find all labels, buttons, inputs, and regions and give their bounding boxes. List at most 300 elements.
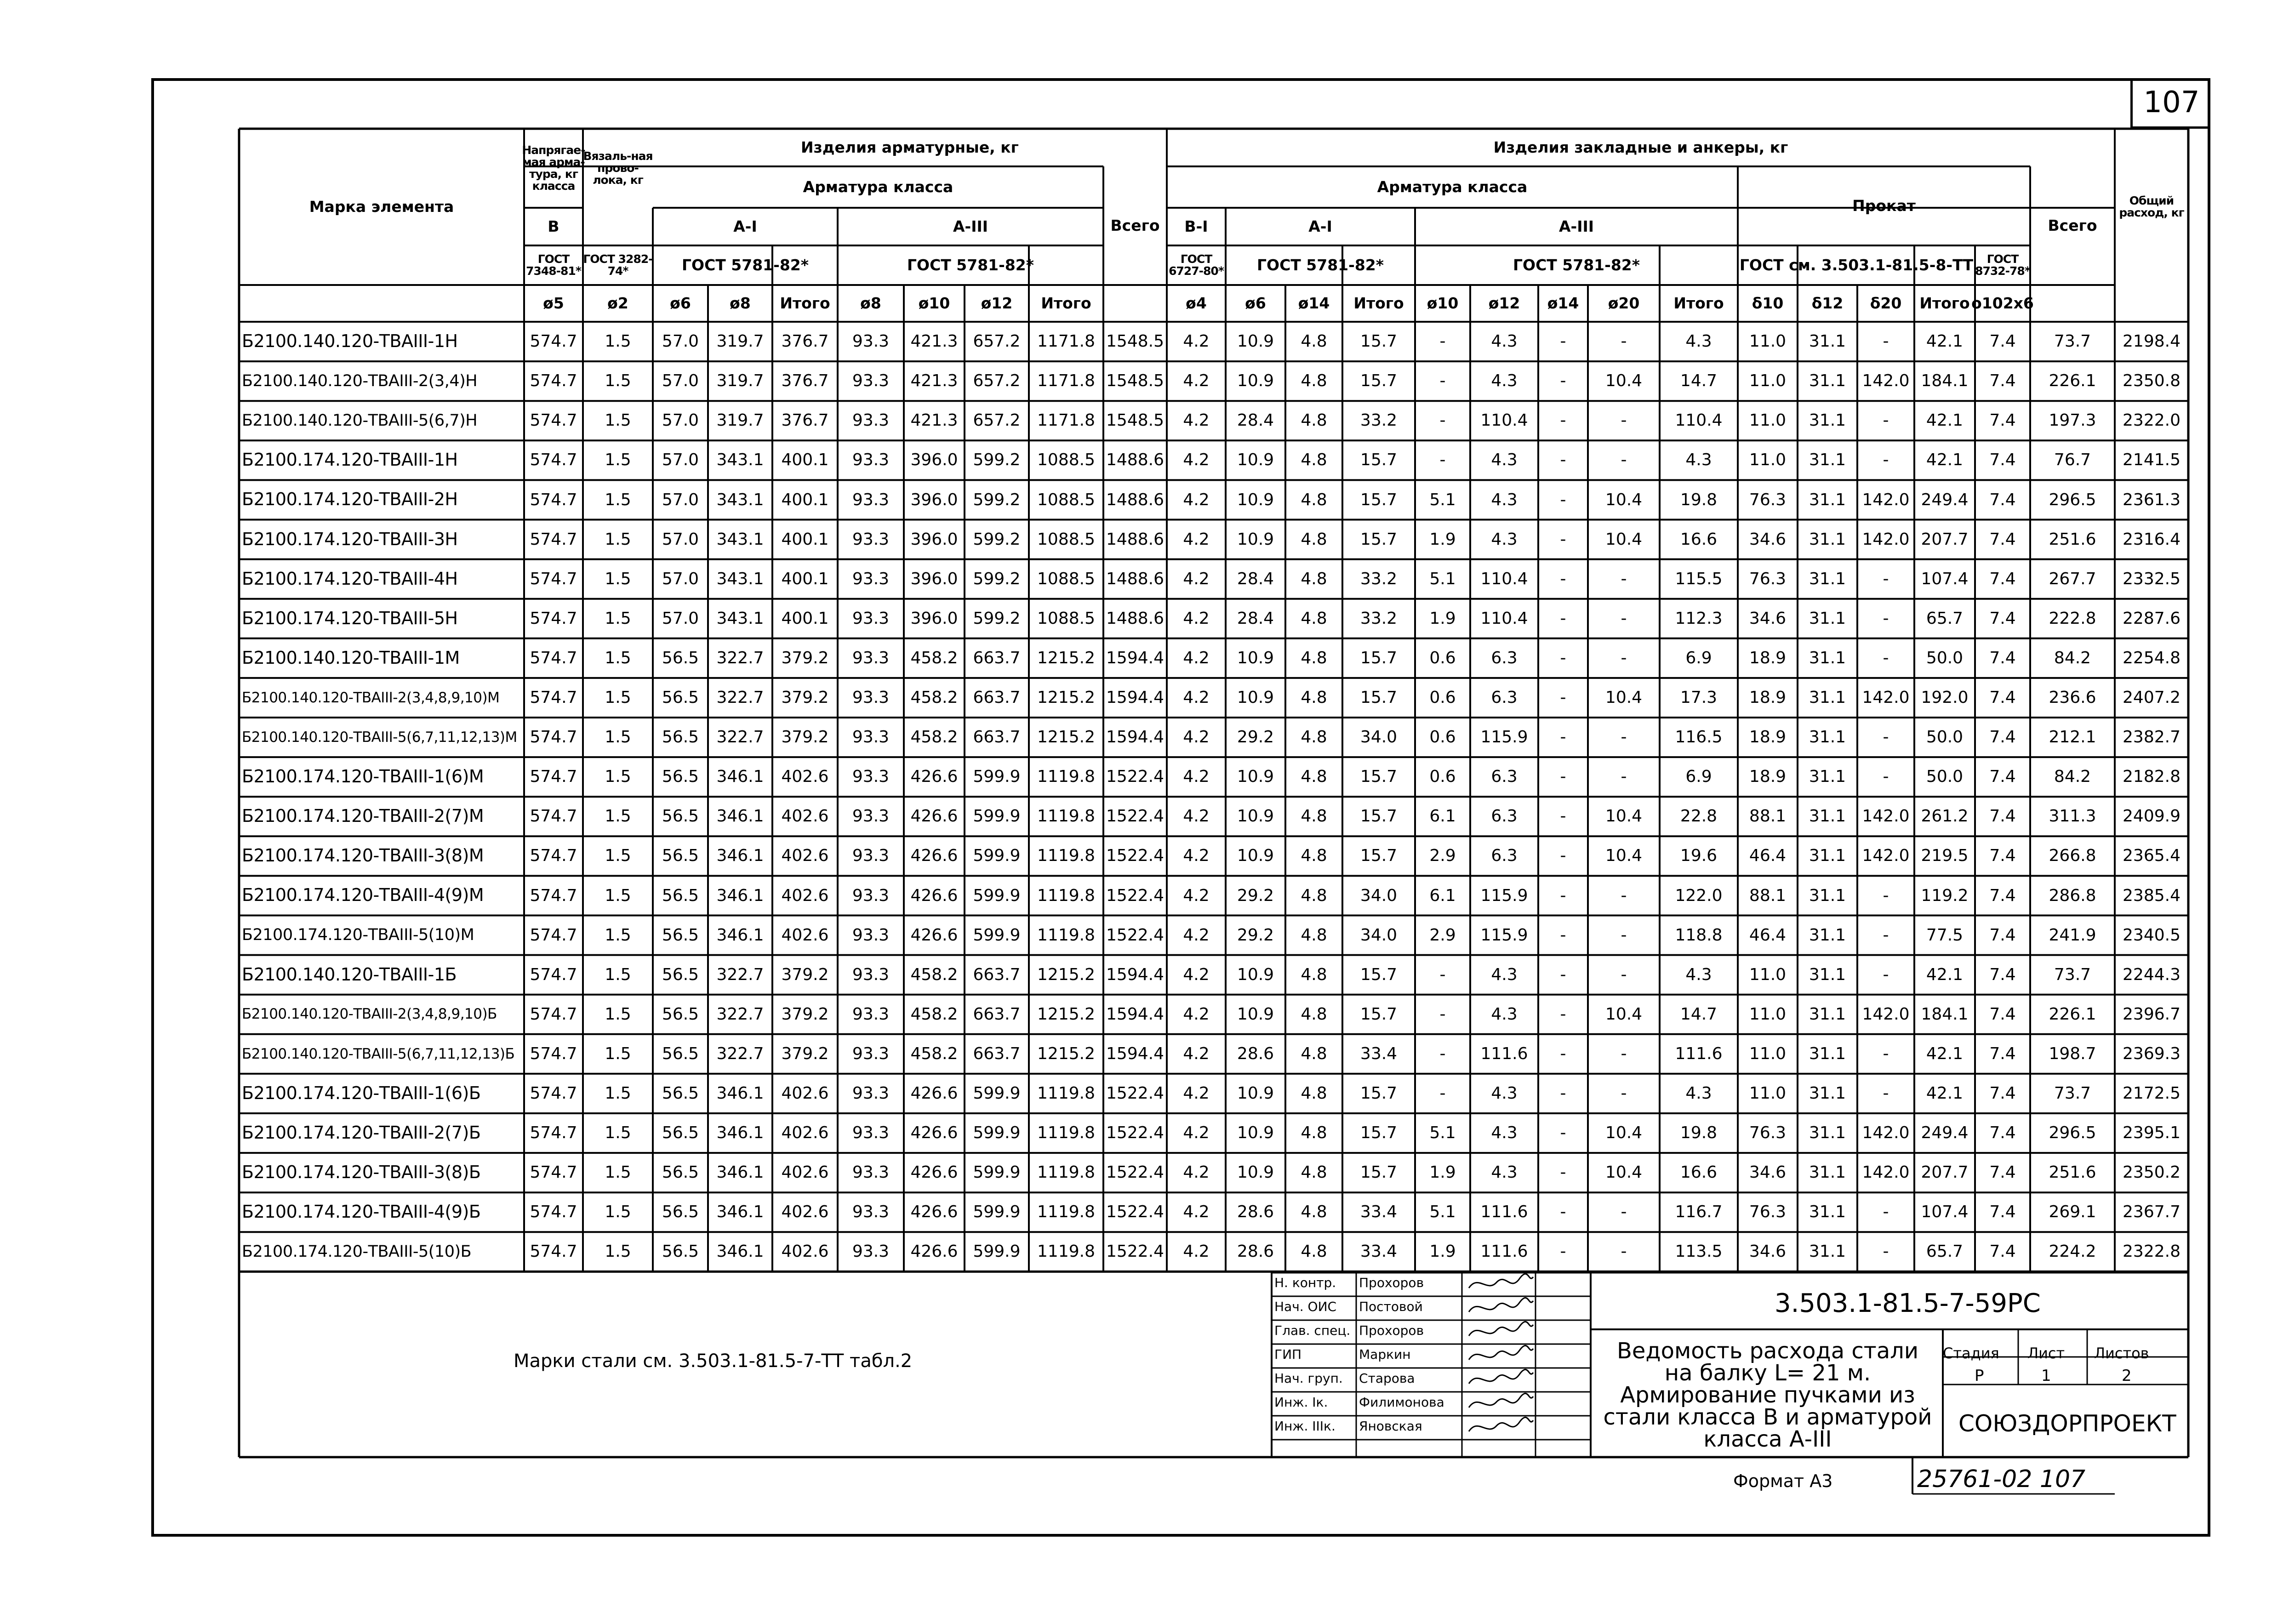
table-cell: 2332.5 (2123, 569, 2181, 588)
table-cell: 458.2 (910, 688, 958, 707)
table-cell: 93.3 (852, 728, 890, 747)
table-cell: 31.1 (1809, 1242, 1846, 1261)
table-cell: 1522.4 (1106, 1242, 1164, 1261)
table-cell: 6.1 (1429, 886, 1456, 905)
column-header-mark: Марка элемента (309, 197, 454, 216)
diameter-label: δ20 (1870, 294, 1902, 312)
class-label: В (548, 217, 559, 235)
table-cell: 249.4 (1921, 1123, 1969, 1143)
diameter-label: ø10 (1427, 294, 1459, 312)
table-cell: 56.5 (662, 846, 699, 866)
table-cell: 1119.8 (1037, 925, 1095, 945)
table-cell: 15.7 (1360, 332, 1398, 351)
table-cell: - (1560, 1044, 1566, 1063)
gost-label: ГОСТ 5781-82* (681, 256, 809, 274)
table-cell: 142.0 (1862, 846, 1910, 866)
table-cell: 5.1 (1429, 569, 1456, 588)
table-cell: 4.8 (1301, 648, 1327, 667)
table-cell: 28.6 (1237, 1202, 1274, 1222)
table-cell: 1522.4 (1106, 925, 1164, 945)
table-cell: 4.8 (1301, 767, 1327, 786)
person-name: Филимонова (1359, 1395, 1444, 1410)
table-cell: 4.2 (1183, 1004, 1210, 1024)
table-cell: 1.9 (1429, 530, 1456, 549)
table-cell: 599.9 (973, 886, 1021, 905)
table-cell: - (1439, 1004, 1446, 1024)
diameter-label: ø8 (730, 294, 751, 312)
sheet-title-line: на балку L= 21 м. (1664, 1360, 1871, 1386)
table-cell: 57.0 (662, 450, 699, 470)
table-cell: 599.9 (973, 925, 1021, 945)
table-cell: 2367.7 (2123, 1202, 2181, 1222)
table-cell: 31.1 (1809, 846, 1846, 866)
table-cell: 421.3 (910, 411, 958, 430)
table-cell: - (1883, 728, 1889, 747)
table-cell: 343.1 (716, 530, 764, 549)
table-cell: 7.4 (1989, 846, 2016, 866)
table-cell: 31.1 (1809, 728, 1846, 747)
table-cell: 31.1 (1809, 807, 1846, 826)
table-cell: 93.3 (852, 648, 890, 667)
diameter-label: δ10 (1752, 294, 1784, 312)
table-cell: 4.2 (1183, 1202, 1210, 1222)
table-cell: 56.5 (662, 1084, 699, 1103)
table-cell: 219.5 (1921, 846, 1969, 866)
table-cell: 4.2 (1183, 1242, 1210, 1261)
table-cell: 34.6 (1749, 1242, 1787, 1261)
table-cell: 207.7 (1921, 530, 1969, 549)
table-cell: 322.7 (716, 728, 764, 747)
table-cell: 426.6 (910, 767, 958, 786)
table-cell: 599.2 (973, 450, 1021, 470)
table-cell: 10.4 (1605, 490, 1643, 509)
table-cell: 574.7 (530, 1084, 577, 1103)
table-cell: 1.5 (605, 1202, 631, 1222)
table-cell: 1.5 (605, 569, 631, 588)
class-label: А-I (733, 217, 757, 235)
table-cell: 110.4 (1480, 411, 1528, 430)
table-cell: 4.2 (1183, 490, 1210, 509)
diameter-label: Итого (1353, 294, 1404, 312)
table-cell: 56.5 (662, 1004, 699, 1024)
table-cell: 10.9 (1237, 648, 1274, 667)
table-cell: 42.1 (1926, 1084, 1964, 1103)
table-cell: 34.0 (1360, 886, 1398, 905)
table-cell: 4.3 (1491, 965, 1518, 984)
table-cell: - (1439, 1044, 1446, 1063)
table-cell: 88.1 (1749, 886, 1787, 905)
role-label: Глав. спец. (1274, 1323, 1351, 1338)
table-cell: 31.1 (1809, 1044, 1846, 1063)
role-label: Нач. груп. (1274, 1371, 1343, 1386)
table-cell: 1.5 (605, 1123, 631, 1143)
table-cell: 346.1 (716, 767, 764, 786)
table-cell: - (1560, 1242, 1566, 1261)
table-cell: 267.7 (2049, 569, 2096, 588)
sheet-title-line: Ведомость расхода стали (1616, 1338, 1919, 1364)
row-mark: Б2100.140.120-ТВAIII-2(3,4)Н (242, 371, 478, 390)
table-cell: 574.7 (530, 965, 577, 984)
table-cell: 6.3 (1491, 648, 1518, 667)
table-cell: 1088.5 (1037, 609, 1095, 628)
table-cell: 4.2 (1183, 688, 1210, 707)
table-cell: 16.6 (1680, 1163, 1718, 1182)
table-cell: 111.6 (1480, 1242, 1528, 1261)
table-cell: 107.4 (1921, 569, 1969, 588)
table-cell: 46.4 (1749, 846, 1787, 866)
table-cell: 574.7 (530, 728, 577, 747)
table-cell: 574.7 (530, 925, 577, 945)
table-cell: 599.2 (973, 569, 1021, 588)
table-cell: 7.4 (1989, 1044, 2016, 1063)
table-cell: - (1560, 490, 1566, 509)
table-cell: 319.7 (716, 332, 764, 351)
diameter-label: ø4 (1186, 294, 1207, 312)
table-cell: 4.3 (1685, 450, 1712, 470)
table-cell: 1.5 (605, 530, 631, 549)
table-cell: 663.7 (973, 965, 1021, 984)
table-cell: 1088.5 (1037, 490, 1095, 509)
class-label: В-I (1184, 217, 1208, 235)
table-cell: 4.2 (1183, 371, 1210, 391)
table-cell: 574.7 (530, 1004, 577, 1024)
table-cell: 15.7 (1360, 688, 1398, 707)
table-cell: 4.2 (1183, 569, 1210, 588)
table-cell: - (1883, 886, 1889, 905)
table-cell: 599.9 (973, 1084, 1021, 1103)
table-cell: 115.9 (1480, 925, 1528, 945)
table-cell: - (1560, 1123, 1566, 1143)
organization-name: СОЮЗДОРПРОЕКТ (1958, 1410, 2176, 1437)
table-cell: 10.9 (1237, 1004, 1274, 1024)
table-cell: 31.1 (1809, 925, 1846, 945)
table-cell: 1.5 (605, 807, 631, 826)
table-cell: 4.8 (1301, 332, 1327, 351)
table-cell: - (1883, 1202, 1889, 1222)
format-label: Формат А3 (1733, 1471, 1833, 1491)
column-header-overall: Общий расход, кг (2119, 194, 2184, 219)
table-cell: 269.1 (2049, 1202, 2096, 1222)
table-cell: 142.0 (1862, 490, 1910, 509)
table-cell: 1488.6 (1106, 609, 1164, 628)
table-cell: 142.0 (1862, 530, 1910, 549)
table-cell: 31.1 (1809, 411, 1846, 430)
table-cell: 400.1 (781, 490, 829, 509)
sheet-title-line: стали класса В и арматурой (1603, 1404, 1932, 1430)
row-mark: Б2100.174.120-ТВAIII-2(7)М (242, 806, 484, 826)
table-cell: 10.9 (1237, 450, 1274, 470)
row-mark: Б2100.140.120-ТВAIII-2(3,4,8,9,10)М (242, 689, 500, 706)
table-cell: 1088.5 (1037, 530, 1095, 549)
table-cell: 93.3 (852, 767, 890, 786)
table-cell: 116.7 (1675, 1202, 1723, 1222)
table-cell: - (1621, 411, 1627, 430)
table-cell: 31.1 (1809, 1004, 1846, 1024)
table-cell: 56.5 (662, 925, 699, 945)
table-cell: 322.7 (716, 1004, 764, 1024)
table-cell: 4.3 (1491, 1004, 1518, 1024)
table-cell: 34.6 (1749, 1163, 1787, 1182)
table-cell: - (1621, 1242, 1627, 1261)
table-cell: 396.0 (910, 450, 958, 470)
table-cell: 10.4 (1605, 1004, 1643, 1024)
table-cell: 4.8 (1301, 1123, 1327, 1143)
table-cell: 4.8 (1301, 411, 1327, 430)
table-cell: 18.9 (1749, 767, 1787, 786)
table-cell: 2198.4 (2123, 332, 2181, 351)
table-cell: 2141.5 (2123, 450, 2181, 470)
table-cell: 10.4 (1605, 371, 1643, 391)
table-cell: 657.2 (973, 332, 1021, 351)
table-cell: 56.5 (662, 1044, 699, 1063)
table-cell: 56.5 (662, 688, 699, 707)
table-cell: 93.3 (852, 1242, 890, 1261)
table-cell: - (1560, 332, 1566, 351)
table-cell: 56.5 (662, 1242, 699, 1261)
gost-label: ГОСТ 5781-82* (1256, 256, 1384, 274)
diameter-label: Итого (780, 294, 830, 312)
table-cell: 1215.2 (1037, 688, 1095, 707)
table-cell: 19.8 (1680, 490, 1718, 509)
table-cell: - (1621, 1044, 1627, 1063)
table-cell: 396.0 (910, 490, 958, 509)
table-cell: 56.5 (662, 965, 699, 984)
table-cell: 28.4 (1237, 411, 1274, 430)
table-cell: 261.2 (1921, 807, 1969, 826)
table-cell: 112.3 (1675, 609, 1723, 628)
row-mark: Б2100.140.120-ТВAIII-2(3,4,8,9,10)Б (242, 1006, 497, 1023)
inventory-number: 25761-02 107 (1917, 1465, 2086, 1493)
table-cell: 2254.8 (2123, 648, 2181, 667)
table-cell: 7.4 (1989, 965, 2016, 984)
table-cell: - (1560, 1084, 1566, 1103)
table-cell: 426.6 (910, 886, 958, 905)
table-cell: 93.3 (852, 688, 890, 707)
table-cell: 343.1 (716, 450, 764, 470)
row-mark: Б2100.140.120-ТВAIII-5(6,7,11,12,13)Б (242, 1045, 515, 1062)
table-cell: 5.1 (1429, 1123, 1456, 1143)
table-cell: 33.4 (1360, 1202, 1398, 1222)
table-cell: - (1560, 530, 1566, 549)
table-cell: 319.7 (716, 411, 764, 430)
table-cell: 402.6 (781, 767, 829, 786)
table-cell: 1119.8 (1037, 1123, 1095, 1143)
table-cell: 88.1 (1749, 807, 1787, 826)
table-cell: 402.6 (781, 1123, 829, 1143)
table-cell: 118.8 (1675, 925, 1723, 945)
table-cell: 1119.8 (1037, 886, 1095, 905)
table-cell: 46.4 (1749, 925, 1787, 945)
table-cell: 15.7 (1360, 965, 1398, 984)
class-label: А-III (953, 217, 988, 235)
table-cell: 115.9 (1480, 728, 1528, 747)
person-name: Старова (1359, 1371, 1415, 1386)
table-cell: 2182.8 (2123, 767, 2181, 786)
row-mark: Б2100.174.120-ТВAIII-5(10)Б (242, 1242, 472, 1261)
table-cell: 1594.4 (1106, 1044, 1164, 1063)
table-cell: 574.7 (530, 1044, 577, 1063)
diameter-label: ø2 (607, 294, 628, 312)
table-cell: 10.9 (1237, 767, 1274, 786)
table-cell: 1215.2 (1037, 1004, 1095, 1024)
table-cell: 34.0 (1360, 728, 1398, 747)
table-cell: 116.5 (1675, 728, 1723, 747)
person-name: Постовой (1359, 1299, 1423, 1314)
table-cell: 4.2 (1183, 767, 1210, 786)
table-cell: 1119.8 (1037, 846, 1095, 866)
table-cell: 4.8 (1301, 1163, 1327, 1182)
table-cell: 33.4 (1360, 1242, 1398, 1261)
table-cell: 2322.0 (2123, 411, 2181, 430)
table-cell: 1488.6 (1106, 530, 1164, 549)
table-cell: 50.0 (1926, 728, 1964, 747)
subheader-armature-class-2: Арматура класса (1377, 177, 1528, 196)
table-cell: 84.2 (2054, 648, 2091, 667)
table-cell: 7.4 (1989, 411, 2016, 430)
diameter-label: ø10 (918, 294, 950, 312)
column-header-binding-wire: Вязаль-ная прово-лока, кг (583, 149, 653, 187)
table-cell: 11.0 (1749, 1004, 1787, 1024)
sheet-title-line: класса А-III (1703, 1426, 1832, 1452)
table-cell: 1.9 (1429, 1163, 1456, 1182)
table-cell: 1.5 (605, 609, 631, 628)
table-cell: - (1560, 450, 1566, 470)
table-cell: 6.3 (1491, 688, 1518, 707)
table-cell: 56.5 (662, 767, 699, 786)
diameter-label: ø12 (981, 294, 1013, 312)
table-cell: 56.5 (662, 648, 699, 667)
table-cell: - (1560, 846, 1566, 866)
table-cell: 1522.4 (1106, 1163, 1164, 1182)
table-cell: 76.3 (1749, 1123, 1787, 1143)
table-cell: 2396.7 (2123, 1004, 2181, 1024)
table-cell: 6.3 (1491, 807, 1518, 826)
table-cell: 346.1 (716, 1084, 764, 1103)
table-cell: 657.2 (973, 411, 1021, 430)
table-cell: 426.6 (910, 1163, 958, 1182)
table-cell: 1119.8 (1037, 1084, 1095, 1103)
table-cell: - (1439, 1084, 1446, 1103)
table-cell: 93.3 (852, 886, 890, 905)
table-cell: - (1560, 807, 1566, 826)
sheet-value: 1 (2041, 1367, 2051, 1385)
role-label: ГИП (1274, 1347, 1302, 1362)
table-cell: 33.2 (1360, 609, 1398, 628)
table-cell: 346.1 (716, 1202, 764, 1222)
table-cell: - (1621, 332, 1627, 351)
table-cell: 376.7 (781, 332, 829, 351)
row-mark: Б2100.174.120-ТВAIII-4(9)Б (242, 1202, 481, 1222)
table-cell: 346.1 (716, 1242, 764, 1261)
table-cell: 222.8 (2049, 609, 2096, 628)
table-cell: 4.2 (1183, 1163, 1210, 1182)
table-cell: 426.6 (910, 925, 958, 945)
gost-label: ГОСТ 7348-81* (526, 252, 581, 278)
table-cell: 1119.8 (1037, 1202, 1095, 1222)
table-cell: 4.2 (1183, 411, 1210, 430)
table-cell: 57.0 (662, 530, 699, 549)
table-cell: 31.1 (1809, 886, 1846, 905)
diameter-label: o102x6 (1971, 294, 2034, 312)
table-cell: 57.0 (662, 371, 699, 391)
table-cell: 599.2 (973, 530, 1021, 549)
table-cell: 14.7 (1680, 371, 1718, 391)
table-cell: 56.5 (662, 1202, 699, 1222)
table-cell: - (1439, 450, 1446, 470)
table-cell: 93.3 (852, 609, 890, 628)
table-cell: 402.6 (781, 1202, 829, 1222)
table-cell: 5.1 (1429, 1202, 1456, 1222)
table-cell: 574.7 (530, 648, 577, 667)
table-cell: 15.7 (1360, 371, 1398, 391)
table-cell: 379.2 (781, 648, 829, 667)
table-cell: 402.6 (781, 807, 829, 826)
table-cell: 574.7 (530, 332, 577, 351)
table-cell: - (1439, 411, 1446, 430)
page-number: 107 (2130, 78, 2210, 129)
table-cell: 346.1 (716, 846, 764, 866)
table-cell: - (1439, 965, 1446, 984)
table-cell: 14.7 (1680, 1004, 1718, 1024)
table-cell: 311.3 (2049, 807, 2096, 826)
table-cell: 7.4 (1989, 648, 2016, 667)
table-cell: 574.7 (530, 530, 577, 549)
table-cell: 1119.8 (1037, 767, 1095, 786)
table-cell: 7.4 (1989, 1202, 2016, 1222)
table-cell: 1488.6 (1106, 569, 1164, 588)
subheader-rolled-steel: Прокат (1852, 196, 1916, 215)
table-cell: 6.3 (1491, 767, 1518, 786)
table-cell: - (1621, 965, 1627, 984)
table-cell: 142.0 (1862, 807, 1910, 826)
table-cell: 574.7 (530, 886, 577, 905)
diameter-label: ø5 (543, 294, 564, 312)
table-cell: 1.5 (605, 1242, 631, 1261)
table-cell: 402.6 (781, 1242, 829, 1261)
table-cell: 93.3 (852, 1044, 890, 1063)
table-cell: 93.3 (852, 530, 890, 549)
row-mark: Б2100.174.120-ТВAIII-1Н (242, 450, 458, 470)
table-cell: 574.7 (530, 411, 577, 430)
class-label: А-III (1558, 217, 1594, 235)
table-cell: 73.7 (2054, 1084, 2091, 1103)
table-cell: 6.1 (1429, 807, 1456, 826)
table-cell: 57.0 (662, 332, 699, 351)
table-cell: 31.1 (1809, 767, 1846, 786)
table-cell: 10.9 (1237, 1084, 1274, 1103)
table-cell: 15.7 (1360, 807, 1398, 826)
table-cell: 7.4 (1989, 688, 2016, 707)
subheader-armature-class: Арматура класса (803, 177, 953, 196)
table-cell: 224.2 (2049, 1242, 2096, 1261)
table-cell: 1.5 (605, 648, 631, 667)
table-cell: 574.7 (530, 1202, 577, 1222)
row-mark: Б2100.174.120-ТВAIII-2(7)Б (242, 1123, 481, 1143)
table-cell: 93.3 (852, 846, 890, 866)
table-cell: 376.7 (781, 371, 829, 391)
table-cell: 10.4 (1605, 807, 1643, 826)
table-cell: 7.4 (1989, 371, 2016, 391)
table-cell: 142.0 (1862, 1123, 1910, 1143)
table-cell: 107.4 (1921, 1202, 1969, 1222)
table-cell: 10.4 (1605, 1163, 1643, 1182)
table-cell: 142.0 (1862, 371, 1910, 391)
diameter-label: Итого (1919, 294, 1970, 312)
table-cell: 296.5 (2049, 490, 2096, 509)
row-mark: Б2100.174.120-ТВAIII-3Н (242, 529, 458, 549)
table-cell: 226.1 (2049, 1004, 2096, 1024)
person-name: Маркин (1359, 1347, 1411, 1362)
